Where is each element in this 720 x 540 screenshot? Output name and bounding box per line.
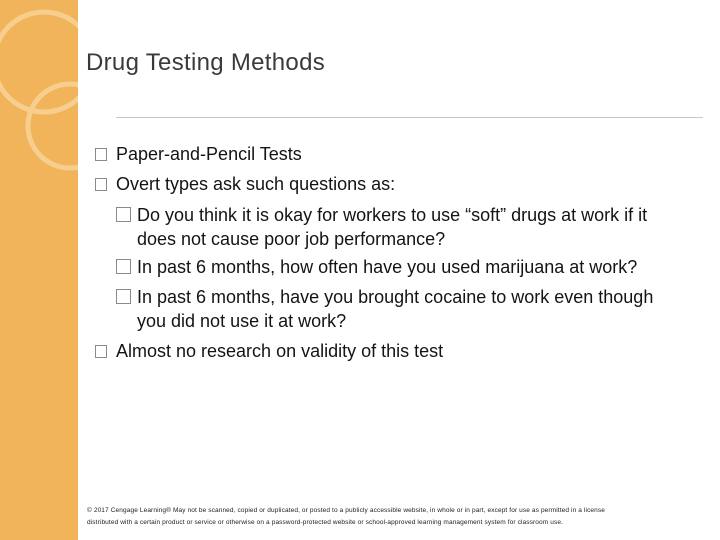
title-divider	[116, 117, 703, 118]
sub-bullet-marijuana: In past 6 months, how often have you used marijuana at work?	[137, 257, 638, 277]
hollow-square-bullet-icon	[95, 148, 107, 161]
copyright-line-1: © 2017 Cengage Learning® May not be scanned, copied or duplicated, or posted to a publicly accessible website, in whole or in part, except for use as permitted in a license	[87, 507, 606, 514]
sub-bullet-cocaine-line1: In past 6 months, have you brought cocaine to work even though	[137, 287, 654, 307]
copyright-line-2: distributed with a certain product or service or otherwise on a password-protected website or school-approved learning management system for classroom use.	[87, 518, 563, 526]
sub-bullet-cocaine-line2: you did not use it at work?	[137, 311, 347, 331]
hollow-square-bullet-icon	[95, 345, 107, 358]
sub-bullet-soft-drugs-line2: does not cause poor job performance?	[137, 229, 446, 249]
hollow-square-bullet-icon	[116, 207, 131, 222]
bullet-paper-pencil-tests: Paper-and-Pencil Tests	[116, 144, 302, 164]
hollow-square-bullet-icon	[116, 289, 131, 304]
sub-bullet-soft-drugs-line1: Do you think it is okay for workers to use “soft” drugs at work if it	[137, 205, 648, 225]
bullet-overt-types: Overt types ask such questions as:	[116, 174, 396, 194]
bullet-validity-research: Almost no research on validity of this test	[116, 341, 444, 361]
hollow-square-bullet-icon	[116, 259, 131, 274]
hollow-square-bullet-icon	[95, 178, 107, 191]
copyright-footer	[87, 505, 702, 528]
slide-title: Drug Testing Methods	[86, 49, 326, 76]
